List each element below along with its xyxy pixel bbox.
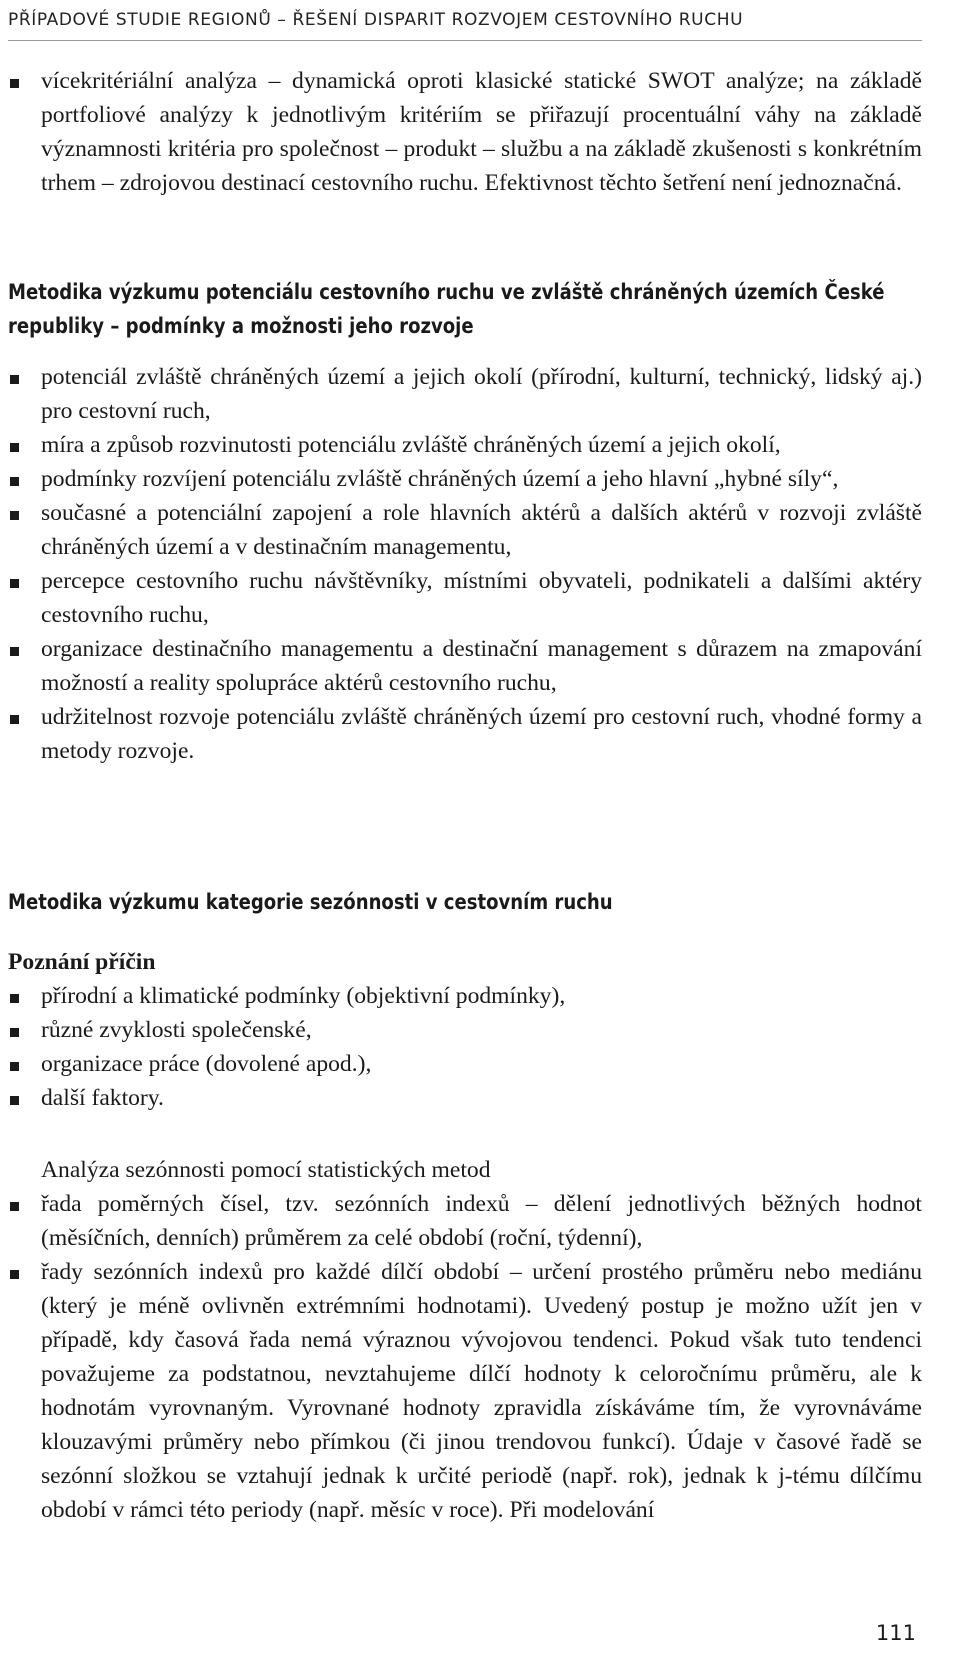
header-rule: [8, 40, 922, 41]
list-item: percepce cestovního ruchu návštěvníky, místními obyvateli, podnikateli a dalšími aktéry cestovního ruchu,: [8, 564, 922, 632]
section-heading-potential: Metodika výzkumu potenciálu cestovního ruchu ve zvláště chráněných územích České republiky – podmínky a možnosti jeho rozvoje: [8, 280, 885, 339]
list-item: organizace destinačního managementu a destinační management s důrazem na zmapování možností a reality spolupráce aktérů cestovního ruchu,: [8, 632, 922, 700]
page-number: 111: [875, 1621, 916, 1645]
section-heading-seasonality: Metodika výzkumu kategorie sezónnosti v cestovním ruchu: [8, 890, 613, 915]
causes-list: [8, 979, 922, 1115]
list-item: další faktory.: [8, 1081, 922, 1115]
list-item: míra a způsob rozvinutosti potenciálu zvláště chráněných území a jejich okolí,: [8, 428, 922, 462]
intro-list: [8, 64, 922, 200]
running-head: PŘÍPADOVÉ STUDIE REGIONŮ – ŘEŠENÍ DISPARIT ROZVOJEM CESTOVNÍHO RUCHU: [8, 10, 744, 30]
list-item: vícekritériální analýza – dynamická oproti klasické statické SWOT analýze; na základě portfoliové analýzy k jednotlivým kritériím se přiřazují procentuální váhy na základě významnosti kritéria pro společnost – produkt – službu a na základě zkušenosti s konkrétním trhem – zdrojovou destinací cestovního ruchu. Efektivnost těchto šetření není jednoznačná.: [8, 64, 922, 200]
list-item: udržitelnost rozvoje potenciálu zvláště chráněných území pro cestovní ruch, vhodné formy a metody rozvoje.: [8, 700, 922, 768]
list-item: řady sezónních indexů pro každé dílčí období – určení prostého průměru nebo mediánu (který je méně ovlivněn extrémními hodnotami). Uvedený postup je možno užít jen v případě, kdy časová řada nemá výraznou vývojovou tendenci. Pokud však tuto tendenci považujeme za podstatnou, nevztahujeme dílčí hodnoty k celoročnímu průměru, ale k hodnotám vyrovnaným. Vyrovnané hodnoty zpravidla získáváme tím, že vyrovnáváme klouzavými průměry nebo přímkou (či jinou trendovou funkcí). Údaje v časové řadě se sezónní složkou se vztahují jednak k určité periodě (např. rok), jednak k j-tému dílčímu období v rámci této periody (např. měsíc v roce). Při modelování: [8, 1255, 922, 1527]
list-item: různé zvyklosti společenské,: [8, 1013, 922, 1047]
potential-list: [8, 360, 922, 768]
analysis-list: [8, 1187, 922, 1527]
list-item: potenciál zvláště chráněných území a jejich okolí (přírodní, kulturní, technický, lidský aj.) pro cestovní ruch,: [8, 360, 922, 428]
list-item: organizace práce (dovolené apod.),: [8, 1047, 922, 1081]
list-item: přírodní a klimatické podmínky (objektivní podmínky),: [8, 979, 922, 1013]
subheading-causes: Poznání příčin: [8, 949, 156, 975]
list-item: současné a potenciální zapojení a role hlavních aktérů a dalších aktérů v rozvoji zvláště chráněných území a v destinačním managementu,: [8, 496, 922, 564]
analysis-label: Analýza sezónnosti pomocí statistických metod: [41, 1157, 491, 1183]
list-item: řada poměrných čísel, tzv. sezónních indexů – dělení jednotlivých běžných hodnot (měsíčních, denních) průměrem za celé období (roční, týdenní),: [8, 1187, 922, 1255]
list-item: podmínky rozvíjení potenciálu zvláště chráněných území a jeho hlavní „hybné síly“,: [8, 462, 922, 496]
